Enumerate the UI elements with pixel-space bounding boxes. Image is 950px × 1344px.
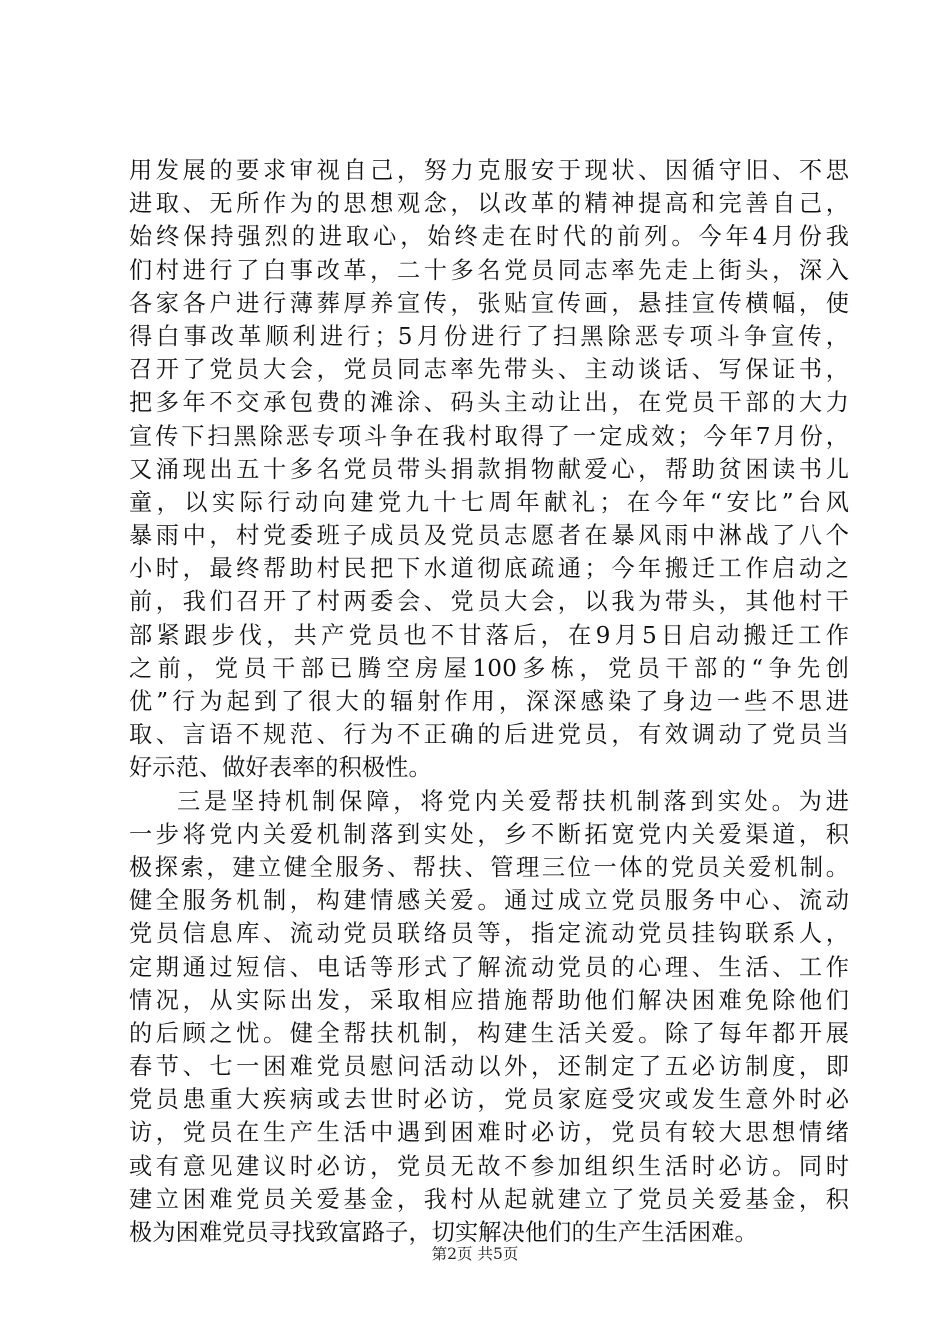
text-line: 优”行为起到了很大的辐射作用，深深感染了身边一些不思进 [129, 688, 849, 715]
text-line: 党员患重大疾病或去世时必访，党员家庭受灾或发生意外时必 [129, 1086, 849, 1114]
paragraph [129, 154, 849, 785]
text-line: 建立困难党员关爱基金，我村从起就建立了党员关爱基金，积 [129, 1185, 849, 1213]
text-line: 各家各户进行薄葬厚养宣传，张贴宣传画，悬挂宣传横幅，使 [129, 289, 849, 317]
text-line: 的后顾之忧。健全帮扶机制，构建生活关爱。除了每年都开展 [129, 1019, 849, 1047]
text-line: 党员信息库、流动党员联络员等，指定流动党员挂钩联系人， [129, 920, 849, 948]
text-line: 春节、七一困难党员慰问活动以外，还制定了五必访制度，即 [129, 1053, 849, 1081]
page-footer: 第2页 共5页 [431, 1245, 519, 1263]
text-line: 宣传下扫黑除恶专项斗争在我村取得了一定成效；今年7月份， [129, 422, 849, 450]
text-line: 把多年不交承包费的滩涂、码头主动让出，在党员干部的大力 [129, 389, 849, 417]
text-line: 或有意见建议时必访，党员无故不参加组织生活时必访。同时 [129, 1152, 849, 1180]
document-body [129, 154, 849, 1249]
text-line: 进取、无所作为的思想观念，以改革的精神提高和完善自己， [129, 190, 849, 218]
text-line: 始终保持强烈的进取心，始终走在时代的前列。今年4月份我 [129, 223, 849, 251]
text-line: 召开了党员大会，党员同志率先带头、主动谈话、写保证书， [129, 356, 849, 384]
text-line: 们村进行了白事改革，二十多名党员同志率先走上街头，深入 [129, 256, 849, 284]
text-line: 得白事改革顺利进行；5月份进行了扫黑除恶专项斗争宣传， [129, 322, 849, 350]
text-line: 部紧跟步伐，共产党员也不甘落后，在9月5日启动搬迁工作 [129, 621, 849, 649]
text-line: 前，我们召开了村两委会、党员大会，以我为带头，其他村干 [129, 588, 849, 616]
text-line: 情况，从实际出发，采取相应措施帮助他们解决困难免除他们 [129, 986, 849, 1014]
text-line: 又涌现出五十多名党员带头捐款捐物献爱心，帮助贫困读书儿 [129, 455, 849, 483]
text-line: 之前，党员干部已腾空房屋100多栋，党员干部的“争先创 [129, 654, 849, 682]
text-line: 极探索，建立健全服务、帮扶、管理三位一体的党员关爱机制。 [129, 853, 849, 881]
text-line: 取、言语不规范、行为不正确的后进党员，有效调动了党员当 [129, 721, 849, 749]
paragraph [129, 785, 849, 1250]
text-line: 定期通过短信、电话等形式了解流动党员的心理、生活、工作 [129, 953, 849, 981]
text-line: 暴雨中，村党委班子成员及党员志愿者在暴风雨中淋战了八个 [129, 522, 849, 550]
text-line: 小时，最终帮助村民把下水道彻底疏通；今年搬迁工作启动之 [129, 555, 849, 583]
text-line: 一步将党内关爱机制落到实处，乡不断拓宽党内关爱渠道，积 [129, 820, 849, 848]
text-line: 极为困难党员寻找致富路子，切实解决他们的生产生活困难。 [129, 1219, 758, 1246]
text-line: 用发展的要求审视自己，努力克服安于现状、因循守旧、不思 [129, 157, 849, 184]
text-line: 健全服务机制，构建情感关爱。通过成立党员服务中心、流动 [129, 887, 849, 915]
text-line: 好示范、做好表率的积极性。 [129, 754, 432, 782]
text-line: 访，党员在生产生活中遇到困难时必访，党员有较大思想情绪 [129, 1119, 849, 1147]
text-line: 童，以实际行动向建党九十七周年献礼；在今年“安比”台风 [129, 488, 849, 516]
text-line: 三是坚持机制保障，将党内关爱帮扶机制落到实处。为进 [177, 787, 849, 815]
